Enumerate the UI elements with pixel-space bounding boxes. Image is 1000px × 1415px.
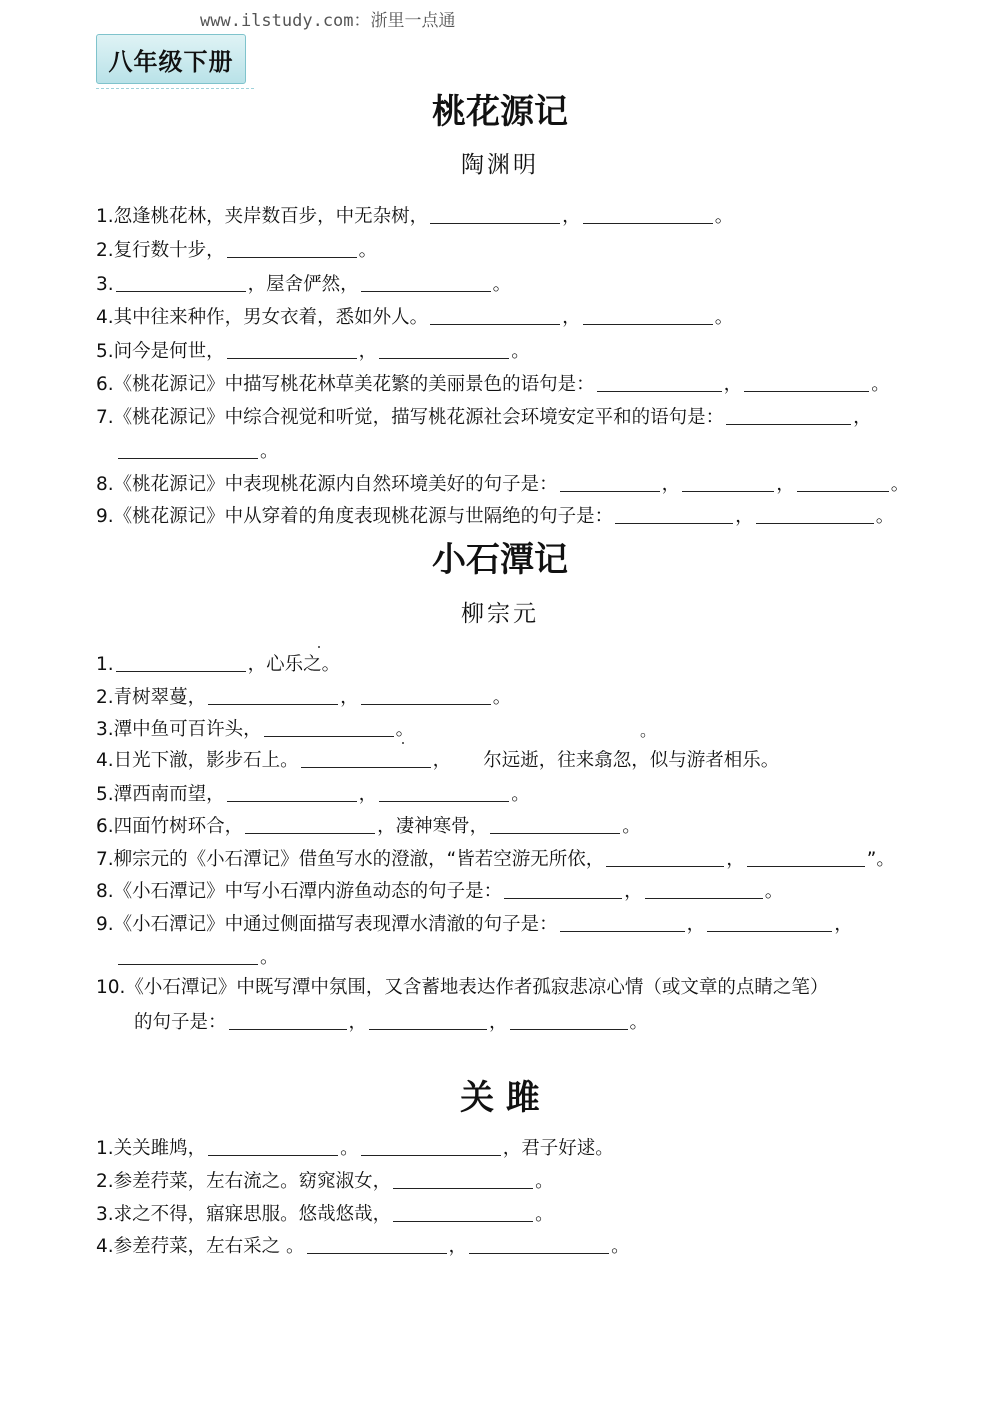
question-text: 。: [714, 206, 734, 227]
question-text: ，: [358, 341, 378, 362]
question-line: [96, 1167, 554, 1193]
watermark: www.ilstudy.com：浙里一点通: [200, 11, 456, 31]
answer-blank[interactable]: [118, 946, 258, 965]
question-text: 。: [511, 784, 530, 805]
question-text: ”。: [866, 849, 895, 870]
question-line: [96, 877, 783, 903]
section-title: 关 雎: [460, 1078, 540, 1118]
question-text: ，: [661, 474, 681, 495]
question-text: 忽逢桃花林，夹岸数百步，中无杂树，: [113, 206, 429, 227]
answer-blank[interactable]: [682, 473, 774, 492]
question-text: ，: [432, 750, 452, 771]
question-line: [96, 270, 511, 296]
question-number: 3.: [96, 719, 114, 740]
question-text: 。: [875, 506, 895, 527]
answer-blank[interactable]: [597, 373, 722, 392]
question-number: 2.: [96, 240, 114, 261]
question-number: 2.: [96, 687, 114, 708]
question-text: 。: [260, 441, 279, 462]
question-line: [96, 1200, 554, 1226]
question-text: 《桃花源记》中从穿着的角度表现桃花源与世隔绝的句子是：: [113, 506, 614, 527]
grade-badge: [96, 34, 246, 84]
question-line: [96, 650, 340, 676]
question-line-continued: [116, 943, 279, 969]
question-line: [96, 470, 909, 496]
question-line: [96, 403, 872, 429]
question-text: 。: [890, 474, 910, 495]
question-line: [96, 236, 377, 262]
section-author: 柳宗元: [461, 601, 539, 627]
question-text: 尔远逝，往来翕忽，似与游者相乐。: [483, 750, 780, 771]
answer-blank[interactable]: [430, 306, 560, 325]
question-text: 。: [611, 1236, 630, 1257]
question-number: 9.: [96, 506, 114, 527]
question-number: 6.: [96, 816, 114, 837]
answer-blank[interactable]: [301, 749, 431, 768]
answer-blank[interactable]: [583, 306, 713, 325]
question-line: [96, 1134, 614, 1160]
answer-blank[interactable]: [116, 273, 246, 292]
answer-blank[interactable]: [393, 1203, 533, 1222]
question-line: [96, 683, 511, 709]
question-number: 5.: [96, 784, 114, 805]
answer-blank[interactable]: [118, 440, 258, 459]
question-text: 的句子是：: [134, 1012, 227, 1033]
question-text: 青树翠蔓，: [113, 687, 207, 708]
question-text: ，: [735, 506, 754, 527]
answer-blank[interactable]: [361, 686, 491, 705]
question-text: 求之不得，寤寐思服。悠哉悠哉，: [113, 1204, 392, 1225]
question-text: 《桃花源记》中表现桃花源内自然环境美好的句子是：: [113, 474, 558, 495]
question-text: 。: [492, 687, 512, 708]
question-text: ，: [340, 687, 359, 708]
question-line: [96, 370, 890, 396]
question-number: 4.: [96, 750, 114, 771]
answer-blank[interactable]: [560, 913, 685, 932]
answer-blank[interactable]: [369, 1011, 487, 1030]
question-text: 柳宗元的《小石潭记》借鱼写水的澄澈，“皆若空游无所依，: [113, 849, 605, 870]
question-text: 其中往来种作，男女衣着，悉如外人。: [113, 307, 429, 328]
answer-blank[interactable]: [245, 815, 375, 834]
answer-blank[interactable]: [615, 505, 733, 524]
question-line: [96, 303, 733, 329]
question-text: ，: [358, 784, 378, 805]
question-text: 《小石潭记》中既写潭中氛围，又含蓄地表达作者孤寂悲凉心情（或文章的点睛之笔）: [125, 977, 829, 998]
question-text: 潭西南而望，: [113, 784, 225, 805]
question-line: [96, 1232, 630, 1258]
grade-label: 八年级下册: [108, 48, 234, 76]
section-title: 小石潭记: [432, 540, 568, 580]
speck: [402, 742, 404, 744]
answer-blank[interactable]: [744, 373, 869, 392]
answer-blank[interactable]: [430, 205, 560, 224]
question-text: 潭中鱼可百许头，: [113, 719, 262, 740]
answer-blank[interactable]: [229, 1011, 347, 1030]
question-text: 。: [340, 1138, 359, 1159]
question-line: [96, 812, 641, 838]
question-number: 3.: [96, 1204, 114, 1225]
question-line: [96, 845, 895, 871]
answer-blank[interactable]: [469, 1235, 609, 1254]
answer-blank[interactable]: [726, 406, 851, 425]
answer-blank[interactable]: [490, 815, 620, 834]
question-text: ，: [448, 1236, 468, 1257]
question-line-continued: [134, 1008, 648, 1034]
question-text: 《小石潭记》中通过侧面描写表现潭水清澈的句子是：: [113, 914, 558, 935]
answer-blank[interactable]: [606, 848, 724, 867]
question-number: 1.: [96, 1138, 114, 1159]
question-text: 。: [535, 1171, 554, 1192]
answer-blank[interactable]: [797, 473, 889, 492]
question-text: 。: [358, 240, 378, 261]
question-text: 《桃花源记》中综合视觉和听觉，描写桃花源社会环境安定平和的语句是：: [113, 407, 725, 428]
question-text: ，: [723, 374, 743, 395]
question-line-continued: [116, 437, 279, 463]
answer-blank[interactable]: [208, 686, 338, 705]
question-number: 6.: [96, 374, 114, 395]
question-number: 8.: [96, 881, 114, 902]
answer-blank[interactable]: [208, 1137, 338, 1156]
question-text: ，: [686, 914, 706, 935]
question-text: ，: [562, 307, 581, 328]
question-line: [96, 973, 828, 999]
answer-blank[interactable]: [645, 880, 763, 899]
speck: [318, 646, 320, 648]
question-text: ，: [726, 849, 745, 870]
question-text: 问今是何世，: [113, 341, 225, 362]
answer-blank[interactable]: [707, 913, 832, 932]
question-text: ，: [348, 1012, 368, 1033]
answer-blank[interactable]: [379, 783, 509, 802]
stray-mark: 。: [640, 721, 657, 740]
question-text: ，: [776, 474, 795, 495]
question-text: 关关雎鸠，: [113, 1138, 207, 1159]
question-line: [96, 746, 779, 772]
answer-blank[interactable]: [116, 653, 246, 672]
answer-blank[interactable]: [393, 1170, 533, 1189]
question-text: ，: [562, 206, 581, 227]
section-author: 陶渊明: [461, 152, 539, 178]
question-line: [96, 337, 530, 363]
question-number: 5.: [96, 341, 114, 362]
question-text: 日光下澈，影步石上。: [113, 750, 299, 771]
answer-blank[interactable]: [747, 848, 865, 867]
answer-blank[interactable]: [227, 340, 357, 359]
question-text: 参差荇菜，左右流之。窈窕淑女，: [113, 1171, 392, 1192]
question-text: 。: [395, 719, 415, 740]
question-line: [96, 715, 414, 741]
question-number: 10.: [96, 977, 126, 998]
question-line: [96, 910, 853, 936]
question-text: 。: [629, 1012, 649, 1033]
question-text: ，: [624, 881, 643, 902]
question-text: ，心乐之。: [247, 654, 341, 675]
question-text: 《小石潭记》中写小石潭内游鱼动态的句子是：: [113, 881, 503, 902]
question-text: 。: [511, 341, 530, 362]
question-text: 。: [764, 881, 784, 902]
question-text: ，: [489, 1012, 508, 1033]
answer-blank[interactable]: [361, 1137, 501, 1156]
question-number: 7.: [96, 849, 114, 870]
question-number: 4.: [96, 307, 114, 328]
question-text: 。: [492, 274, 512, 295]
question-text: 。: [714, 307, 734, 328]
answer-blank[interactable]: [227, 783, 357, 802]
question-line: [96, 202, 733, 228]
question-number: 1.: [96, 654, 114, 675]
question-text: 复行数十步，: [113, 240, 225, 261]
answer-blank[interactable]: [504, 880, 622, 899]
answer-blank[interactable]: [227, 239, 357, 258]
answer-blank[interactable]: [307, 1235, 447, 1254]
question-number: 9.: [96, 914, 114, 935]
question-number: 2.: [96, 1171, 114, 1192]
section-title: 桃花源记: [432, 92, 568, 132]
question-text: 。: [260, 947, 279, 968]
question-number: 7.: [96, 407, 114, 428]
question-text: 四面竹树环合，: [113, 816, 244, 837]
question-text: 参差荇菜，左右采之 。: [113, 1236, 305, 1257]
question-text: 。: [535, 1204, 554, 1225]
question-number: 8.: [96, 474, 114, 495]
answer-blank[interactable]: [560, 473, 660, 492]
question-text: ，: [834, 914, 853, 935]
question-line: [96, 502, 894, 528]
question-number: 1.: [96, 206, 114, 227]
question-text: ，君子好逑。: [502, 1138, 614, 1159]
answer-blank[interactable]: [510, 1011, 628, 1030]
question-text: ，: [853, 407, 872, 428]
question-number: 3.: [96, 274, 114, 295]
question-text: 《桃花源记》中描写桃花林草美花繁的美丽景色的语句是：: [113, 374, 595, 395]
question-text: 。: [871, 374, 890, 395]
answer-blank[interactable]: [361, 273, 491, 292]
question-number: 4.: [96, 1236, 114, 1257]
question-line: [96, 780, 530, 806]
answer-blank[interactable]: [264, 718, 394, 737]
answer-blank[interactable]: [583, 205, 713, 224]
answer-blank[interactable]: [379, 340, 509, 359]
answer-blank[interactable]: [756, 505, 874, 524]
question-text: ，屋舍俨然，: [247, 274, 359, 295]
question-text: ，凄神寒骨，: [377, 816, 489, 837]
question-text: 。: [622, 816, 641, 837]
